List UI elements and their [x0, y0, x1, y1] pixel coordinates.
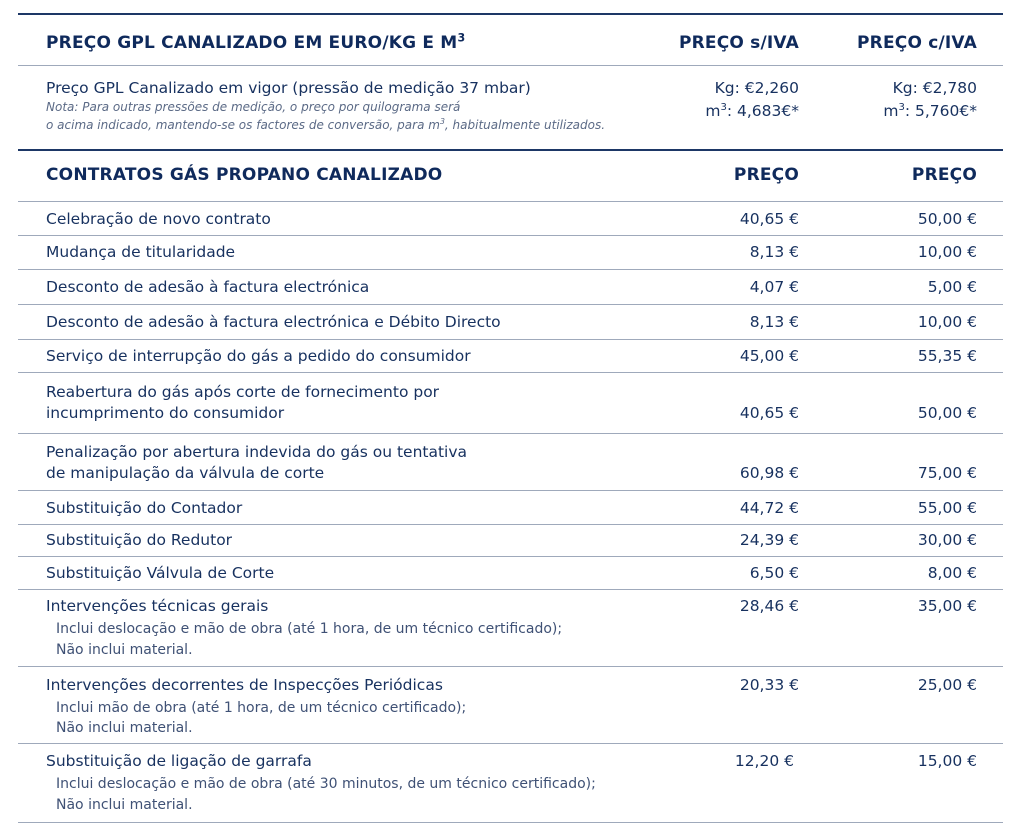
row-price-incl: 55,00 €	[917, 499, 977, 517]
row-price-excl: 8,13 €	[749, 313, 799, 331]
gpl-header-price-incl-vat: PREÇO c/IVA	[857, 33, 977, 53]
row-sub-line-2: Não inclui material.	[56, 720, 193, 736]
row-price-incl: 75,00 €	[917, 464, 977, 482]
row-price-incl: 10,00 €	[917, 313, 977, 331]
row-label: Intervenções decorrentes de Inspecções Periódicas	[46, 676, 443, 694]
row-sub-line-1: Inclui deslocação e mão de obra (até 1 hora, de um técnico certificado);	[56, 621, 563, 637]
row-label: Mudança de titularidade	[46, 243, 236, 261]
row-price-incl: 55,35 €	[917, 347, 977, 365]
row-price-incl: 30,00 €	[917, 531, 977, 549]
contracts-section-title: CONTRATOS GÁS PROPANO CANALIZADO	[46, 165, 443, 185]
row-price-excl: 60,98 €	[739, 464, 799, 482]
row-divider	[18, 743, 1003, 744]
row-sub-line-1: Inclui deslocação e mão de obra (até 30 minutos, de um técnico certificado);	[56, 776, 596, 792]
row-label: Celebração de novo contrato	[46, 210, 271, 228]
row-divider	[18, 339, 1003, 340]
contracts-top-rule	[18, 149, 1003, 151]
gpl-price-row-label: Preço GPL Canalizado em vigor (pressão de medição 37 mbar)	[46, 79, 531, 97]
row-price-excl: 20,33 €	[739, 676, 799, 694]
top-rule	[18, 13, 1003, 15]
gpl-kg-price-excl: Kg: €2,260	[714, 79, 799, 97]
gpl-note-line-2: o acima indicado, mantendo-se os factores de conversão, para $m^3$, habitualmente utilizados.	[46, 117, 606, 132]
gpl-m3-price-incl: $m^3$: 5,760€*	[883, 101, 977, 120]
row-label: Substituição Válvula de Corte	[46, 564, 275, 582]
row-sub-line-2: Não inclui material.	[56, 797, 193, 813]
row-label: Serviço de interrupção do gás a pedido do consumidor	[46, 347, 471, 365]
gpl-section-title: PREÇO GPL CANALIZADO EM EURO/KG E $M^3$	[46, 31, 466, 53]
row-label-line-1: Reabertura do gás após corte de fornecimento por	[46, 383, 440, 401]
row-label-line-2: incumprimento do consumidor	[46, 404, 285, 422]
row-label: Substituição de ligação de garrafa	[46, 752, 312, 770]
contracts-header-divider	[18, 201, 1003, 202]
row-label: Substituição do Redutor	[46, 531, 233, 549]
row-price-excl: 44,72 €	[739, 499, 799, 517]
row-divider	[18, 372, 1003, 373]
row-divider	[18, 269, 1003, 270]
row-price-excl: 12,20 €	[734, 752, 794, 770]
gpl-m3-price-excl: $m^3$: 4,683€*	[705, 101, 799, 120]
row-label: Desconto de adesão à factura electrónica e Débito Directo	[46, 313, 501, 331]
row-price-excl: 28,46 €	[739, 597, 799, 615]
gpl-kg-price-incl: Kg: €2,780	[892, 79, 977, 97]
row-divider	[18, 235, 1003, 236]
row-price-incl: 35,00 €	[917, 597, 977, 615]
row-sub-line-1: Inclui mão de obra (até 1 hora, de um técnico certificado);	[56, 700, 467, 716]
row-divider	[18, 490, 1003, 491]
row-price-excl: 45,00 €	[739, 347, 799, 365]
row-divider	[18, 304, 1003, 305]
row-divider	[18, 666, 1003, 667]
row-label-line-1: Penalização por abertura indevida do gás ou tentativa	[46, 443, 468, 461]
row-divider	[18, 556, 1003, 557]
row-price-excl: 8,13 €	[749, 243, 799, 261]
row-label-line-2: de manipulação da válvula de corte	[46, 464, 325, 482]
contracts-header-price-excl: PREÇO	[733, 165, 799, 185]
row-price-excl: 6,50 €	[749, 564, 799, 582]
row-price-incl: 10,00 €	[917, 243, 977, 261]
gpl-note-line-1: Nota: Para outras pressões de medição, o preço por quilograma será	[46, 100, 461, 114]
row-price-incl: 8,00 €	[927, 564, 977, 582]
row-label: Substituição do Contador	[46, 499, 243, 517]
row-divider	[18, 822, 1003, 823]
gpl-header-divider	[18, 65, 1003, 66]
row-price-excl: 40,65 €	[739, 404, 799, 422]
row-price-excl: 4,07 €	[749, 278, 799, 296]
row-divider	[18, 589, 1003, 590]
row-divider	[18, 433, 1003, 434]
row-price-incl: 50,00 €	[917, 404, 977, 422]
gpl-header-price-excl-vat: PREÇO s/IVA	[678, 33, 799, 53]
row-price-excl: 24,39 €	[739, 531, 799, 549]
row-price-excl: 40,65 €	[739, 210, 799, 228]
contracts-header-price-incl: PREÇO	[911, 165, 977, 185]
row-label: Intervenções técnicas gerais	[46, 597, 269, 615]
row-sub-line-2: Não inclui material.	[56, 642, 193, 658]
row-price-incl: 5,00 €	[927, 278, 977, 296]
row-label: Desconto de adesão à factura electrónica	[46, 278, 370, 296]
row-price-incl: 25,00 €	[917, 676, 977, 694]
row-price-incl: 50,00 €	[917, 210, 977, 228]
row-price-incl: 15,00 €	[917, 752, 977, 770]
row-divider	[18, 524, 1003, 525]
